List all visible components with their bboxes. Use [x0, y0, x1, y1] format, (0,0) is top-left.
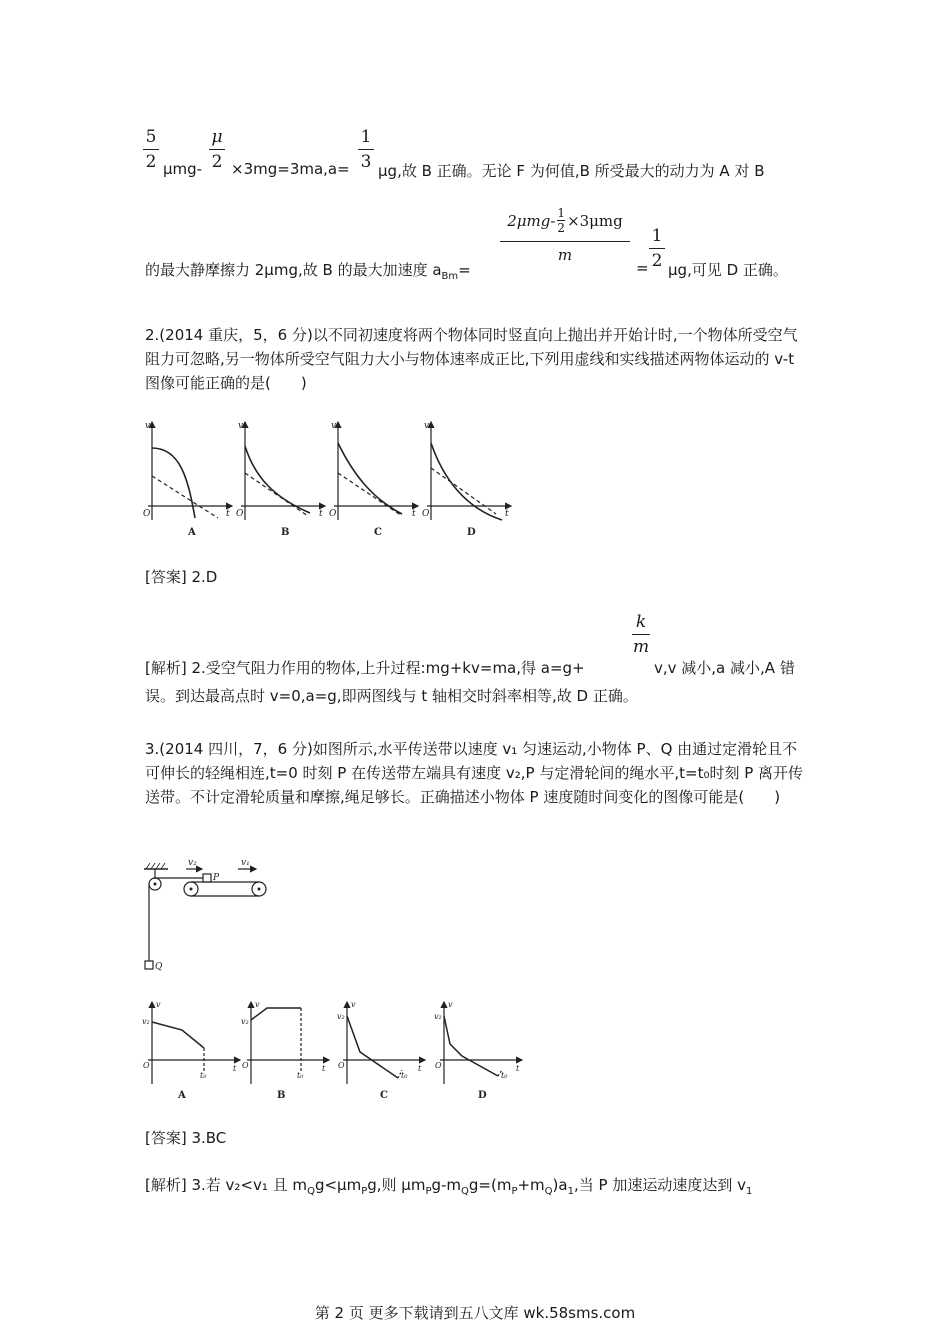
q2-graph-b-origin: O	[236, 509, 244, 519]
q2-graph-d-label: D	[467, 527, 476, 538]
q3-graph-b-t0: t₀	[297, 1071, 304, 1080]
question-2-answer: [答案] 2.D	[145, 568, 218, 586]
fraction-k-m: k m	[632, 612, 650, 657]
q3-graph-b-origin: O	[242, 1061, 249, 1070]
equals-sign: =	[636, 259, 649, 277]
q2-graph-a-axis-t: t	[226, 509, 230, 519]
equation-text-3: μg,故 B 正确。无论 F 为何值,B 所受最大的动力为 A 对 B	[378, 162, 765, 180]
equation-tail: μg,可见 D 正确。	[668, 261, 788, 279]
q3-graph-a-v2: v₂	[142, 1017, 150, 1026]
question-3-answer: [答案] 3.BC	[145, 1129, 227, 1147]
q3-graph-d-t0: t₀	[501, 1071, 508, 1080]
q3-graph-c-t0: t₀	[401, 1071, 408, 1080]
q2-graph-c-origin: O	[329, 509, 337, 519]
q2-graph-b-label: B	[281, 527, 290, 538]
q2-graph-b-axis-v: v	[238, 421, 244, 431]
q2-graph-d-axis-t: t	[505, 509, 509, 519]
q2-graph-b-axis-t: t	[319, 509, 323, 519]
q3-graph-c-v2: v₂	[337, 1012, 345, 1021]
question-2-analysis-line-2: 误。到达最高点时 v=0,a=g,即两图线与 t 轴相交时斜率相等,故 D 正确。	[145, 687, 638, 705]
fraction-5-2: 5 2	[143, 127, 159, 172]
question-3-text: 3.(2014 四川，7，6 分)如图所示,水平传送带以速度 v₁ 匀速运动,小物体 P、Q 由通过定滑轮且不可伸长的轻绳相连,t=0 时刻 P 在传送带左端具有速度 v₂,P 与定滑轮间的绳水平,t=t₀时刻 P 离开传送带。不计定滑轮质量和摩擦,绳足够长。正确描述小物体 P 速度随时间变化的图像可能是( )	[145, 740, 804, 806]
diagram-label-v1: v₁	[241, 858, 250, 868]
q3-graph-a-t0: t₀	[200, 1071, 207, 1080]
conveyor-diagram	[140, 855, 275, 977]
equation-text-2: ×3mg=3ma,a=	[231, 160, 350, 178]
q2-graph-c-label: C	[374, 527, 382, 538]
q2-graph-a-origin: O	[143, 509, 151, 519]
q2-graph-a-axis-v: v	[145, 421, 151, 431]
q3-graph-d-axis-t: t	[516, 1064, 520, 1073]
fraction-mu-2: μ 2	[209, 127, 225, 172]
q3-graph-b-label: B	[277, 1090, 286, 1101]
page-footer: 第 2 页 更多下载请到五八文库 wk.58sms.com	[314, 1304, 636, 1322]
diagram-label-p: P	[213, 873, 220, 883]
q2-graph-c-axis-t: t	[412, 509, 416, 519]
question-2-analysis-line-1-tail: v,v 减小,a 减小,A 错	[654, 659, 795, 677]
question-2-graphs	[140, 418, 520, 540]
equation-line-2: 的最大静摩擦力 2μmg,故 B 的最大加速度 $a_{Bm}=$	[145, 261, 471, 282]
q2-graph-d-origin: O	[422, 509, 430, 519]
q3-graph-c-origin: O	[338, 1061, 345, 1070]
question-3-analysis: [解析] 3.若 v₂<v₁ 且 $m_Qg<\mu m_Pg$,则 $\mu m_Pg-m_Qg=(m_P+m_Q)a_1$,当 P 加速运动速度达到 $v_1$	[145, 1176, 753, 1197]
question-2-text: 2.(2014 重庆，5，6 分)以不同初速度将两个物体同时竖直向上抛出并开始计时,一个物体所受空气阻力可忽略,另一物体所受空气阻力大小与物体速率成正比,下列用虚线和实线描述两物体运动的 v-t 图像可能正确的是( )	[145, 326, 798, 392]
big-fraction: 2μmg- 1 2 ×3μmg m	[500, 206, 630, 264]
q3-graph-d-axis-v: v	[448, 1000, 453, 1009]
q3-graph-c-axis-v: v	[351, 1000, 356, 1009]
q3-graph-d-label: D	[478, 1090, 487, 1101]
q3-graph-d-origin: O	[435, 1061, 442, 1070]
question-3-graphs	[140, 998, 525, 1103]
q3-graph-a-axis-v: v	[156, 1000, 161, 1009]
q3-graph-c-label: C	[380, 1090, 388, 1101]
q3-graph-b-axis-t: t	[322, 1064, 326, 1073]
equation-text-1: μmg-	[163, 160, 203, 178]
q2-graph-a-label: A	[188, 527, 196, 538]
q3-graph-d-v2: v₂	[434, 1012, 442, 1021]
q2-graph-c-axis-v: v	[331, 421, 337, 431]
diagram-label-v2: v₂	[188, 858, 197, 868]
question-2-analysis-line-1: [解析] 2.受空气阻力作用的物体,上升过程:mg+kv=ma,得 a=g+	[145, 659, 585, 677]
q3-graph-b-v2: v₂	[241, 1017, 249, 1026]
diagram-label-q: Q	[155, 962, 163, 972]
q3-graph-c-axis-t: t	[418, 1064, 422, 1073]
q2-graph-d-axis-v: v	[424, 421, 430, 431]
fraction-1-2: 1 2	[649, 226, 665, 271]
q3-graph-a-origin: O	[143, 1061, 150, 1070]
q3-graph-a-label: A	[178, 1090, 186, 1101]
fraction-1-3: 1 3	[358, 127, 374, 172]
q3-graph-b-axis-v: v	[255, 1000, 260, 1009]
q3-graph-a-axis-t: t	[233, 1064, 237, 1073]
